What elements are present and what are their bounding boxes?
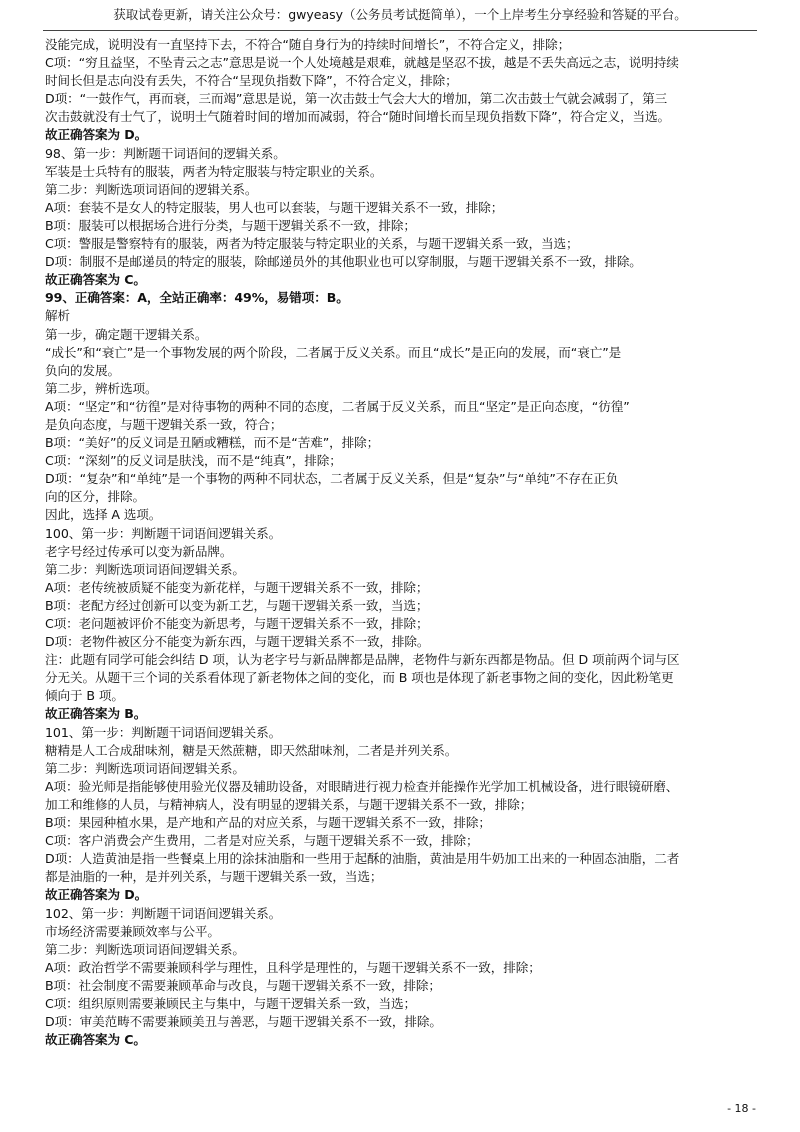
- text-line: A项：套装不是女人的特定服装，男人也可以套装，与题干逻辑关系不一致，排除；: [45, 199, 504, 215]
- document-body: [45, 36, 757, 1049]
- text-line: 第二步：判断选项词语间逻辑关系。: [45, 760, 245, 776]
- text-line: A项：验光师是指能够使用验光仪器及辅助设备，对眼睛进行视力检查并能操作光学加工机械设备，进行眼镜研磨、: [45, 778, 679, 794]
- answer-line: 故正确答案为 C。: [45, 272, 146, 288]
- text-line: C项：客户消费会产生费用，二者是对应关系，与题干逻辑关系不一致，排除；: [45, 833, 479, 849]
- text-line: D项：审美范畴不需要兼顾美丑与善恶，与题干逻辑关系不一致，排除。: [45, 1014, 442, 1030]
- text-line: 向的区分，排除。: [45, 489, 145, 505]
- text-line: B项：“美好”的反义词是丑陋或糟糕，而不是“苦难”，排除；: [45, 435, 380, 451]
- page-header: 获取试卷更新，请关注公众号：gwyeasy（公务员考试挺简单），一个上岸考生分享经验和答疑的平台。: [113, 7, 687, 22]
- text-line: D项：“一鼓作气，再而衰，三而竭”意思是说，第一次击鼓士气会大大的增加，第二次击鼓士气就会减弱了，第三: [45, 91, 668, 107]
- text-line: A项：老传统被质疑不能变为新花样，与题干逻辑关系不一致，排除；: [45, 579, 429, 595]
- text-line: D项：人造黄油是指一些餐桌上用的涂抹油脂和一些用于起酥的油脂，黄油是用牛奶加工出来的一种固态油脂，二者: [45, 851, 680, 867]
- text-line: 第二步：判断选项词语间逻辑关系。: [45, 561, 245, 577]
- text-line: 第二步：判断选项词语间的逻辑关系。: [45, 181, 258, 197]
- text-line: B项：果园种植水果，是产地和产品的对应关系，与题干逻辑关系不一致，排除；: [45, 815, 491, 831]
- text-line: 第一步，确定题干逻辑关系。: [45, 326, 208, 342]
- text-line: 军装是士兵特有的服装，两者为特定服装与特定职业的关系。: [45, 163, 383, 179]
- text-line: D项：“复杂”和“单纯”是一个事物的两种不同状态，二者属于反义关系，但是“复杂”与“单纯”不存在正负: [45, 471, 619, 487]
- text-line: 倾向于 B 项。: [45, 688, 124, 704]
- text-line: C项：“深刻”的反义词是肤浅，而不是“纯真”，排除；: [45, 453, 342, 469]
- answer-line: 故正确答案为 D。: [45, 127, 148, 143]
- answer-line: 故正确答案为 B。: [45, 706, 147, 722]
- text-line: 102、第一步：判断题干词语间逻辑关系。: [45, 905, 282, 921]
- answer-line: 故正确答案为 D。: [45, 887, 148, 903]
- text-line: B项：服装可以根据场合进行分类，与题干逻辑关系不一致，排除；: [45, 217, 416, 233]
- text-line: 因此，选择 A 选项。: [45, 507, 162, 523]
- text-line: D项：制服不是邮递员的特定的服装，除邮递员外的其他职业也可以穿制服，与题干逻辑关系不一致，排除。: [45, 254, 642, 270]
- text-line: 时间长但是志向没有丢失，不符合“呈现负指数下降”，不符合定义，排除；: [45, 73, 458, 89]
- text-line: B项：老配方经过创新可以变为新工艺，与题干逻辑关系一致，当选；: [45, 597, 429, 613]
- text-line: 第二步，辨析选项。: [45, 380, 158, 396]
- page-number: - 18 -: [727, 1102, 756, 1115]
- text-line: 市场经济需要兼顾效率与公平。: [45, 923, 220, 939]
- text-line: 第二步：判断选项词语间逻辑关系。: [45, 941, 245, 957]
- text-line: 101、第一步：判断题干词语间逻辑关系。: [45, 724, 282, 740]
- text-line: 都是油脂的一种，是并列关系，与题干逻辑关系一致，当选；: [45, 869, 383, 885]
- text-line: A项：“坚定”和“彷徨”是对待事物的两种不同的态度，二者属于反义关系，而且“坚定”是正向态度，“彷徨”: [45, 398, 630, 414]
- text-line: C项：组织原则需要兼顾民主与集中，与题干逻辑关系一致，当选；: [45, 995, 417, 1011]
- header-divider: [43, 30, 757, 31]
- text-line: D项：老物件被区分不能变为新东西，与题干逻辑关系不一致，排除。: [45, 634, 430, 650]
- text-line: 98、第一步：判断题干词语间的逻辑关系。: [45, 145, 286, 161]
- text-line: 老字号经过传承可以变为新品牌。: [45, 543, 233, 559]
- text-line: B项：社会制度不需要兼顾革命与改良，与题干逻辑关系不一致，排除；: [45, 977, 441, 993]
- text-line: A项：政治哲学不需要兼顾科学与理性，且科学是理性的，与题干逻辑关系不一致，排除；: [45, 959, 541, 975]
- answer-line: 故正确答案为 C。: [45, 1032, 146, 1048]
- text-line: 是负向态度，与题干逻辑关系一致，符合；: [45, 416, 283, 432]
- text-line: C项：“穷且益坚，不坠青云之志”意思是说一个人处境越是艰难，就越是坚忍不拔，越是不丢失高远之志，说明持续: [45, 55, 679, 71]
- text-line: 分无关。从题干三个词的关系看体现了新老物体之间的变化，而 B 项也是体现了新老事物之间的变化，因此粉笔更: [45, 670, 674, 686]
- answer-line: 99、正确答案：A，全站正确率：49%，易错项：B。: [45, 290, 349, 306]
- text-line: 解析: [45, 308, 70, 324]
- text-line: “成长”和“衰亡”是一个事物发展的两个阶段，二者属于反义关系。而且“成长”是正向的发展，而“衰亡”是: [45, 344, 622, 360]
- text-line: 没能完成，说明没有一直坚持下去，不符合“随自身行为的持续时间增长”，不符合定义，排除；: [45, 37, 571, 52]
- text-line: 负向的发展。: [45, 362, 120, 378]
- text-line: 次击鼓就没有士气了，说明士气随着时间的增加而减弱，符合“随时间增长而呈现负指数下降”，符合定义，当选。: [45, 109, 671, 125]
- text-line: 糖精是人工合成甜味剂，糖是天然蔗糖，即天然甜味剂，二者是并列关系。: [45, 742, 458, 758]
- text-line: C项：警服是警察特有的服装，两者为特定服装与特定职业的关系，与题干逻辑关系一致，当选；: [45, 236, 579, 252]
- text-line: 加工和维修的人员，与精神病人，没有明显的逻辑关系，与题干逻辑关系不一致，排除；: [45, 796, 533, 812]
- text-line: C项：老问题被评价不能变为新思考，与题干逻辑关系不一致，排除；: [45, 616, 429, 631]
- text-line: 注：此题有同学可能会纠结 D 项，认为老字号与新品牌都是品牌，老物件与新东西都是物品。但 D 项前两个词与区: [45, 652, 680, 668]
- text-line: 100、第一步：判断题干词语间逻辑关系。: [45, 525, 282, 541]
